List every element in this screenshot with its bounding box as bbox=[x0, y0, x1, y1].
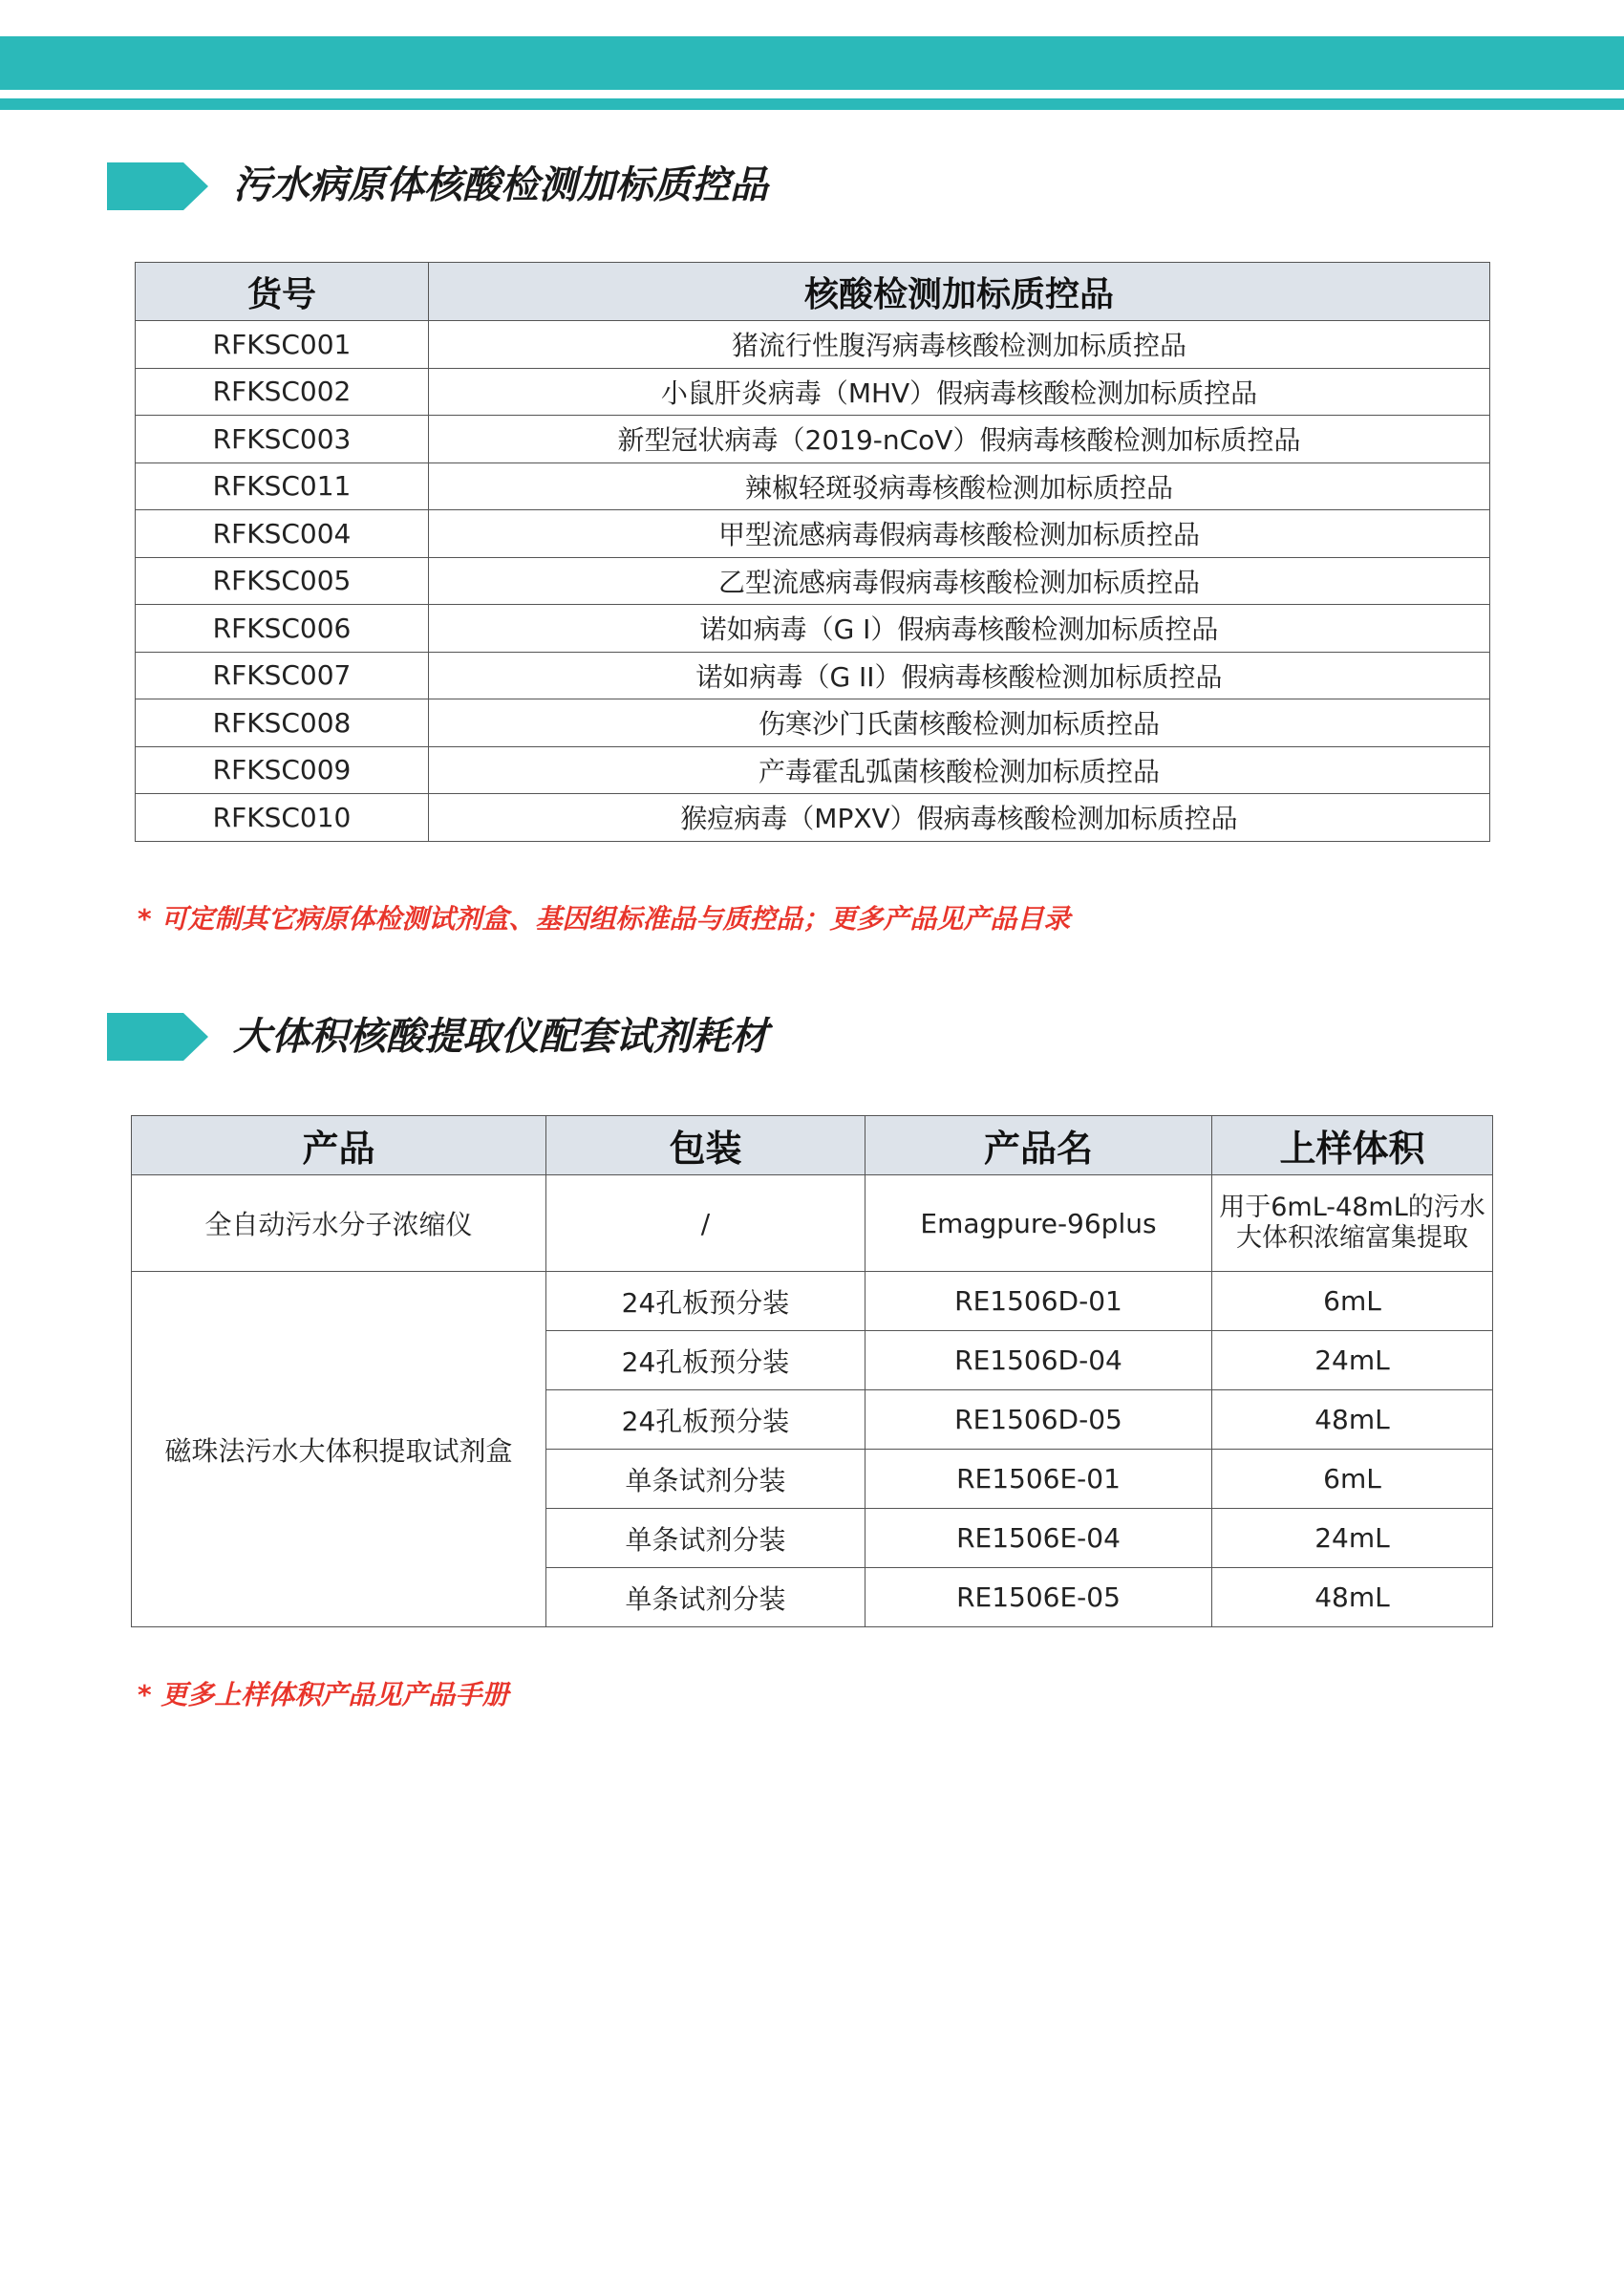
spike-control-table bbox=[135, 262, 1490, 842]
section-title: 污水病原体核酸检测加标质控品 bbox=[233, 163, 768, 207]
package-cell: 单条试剂分装 bbox=[546, 1568, 865, 1627]
table-row bbox=[136, 557, 1490, 605]
table-row bbox=[136, 652, 1490, 699]
column-header: 核酸检测加标质控品 bbox=[429, 263, 1490, 321]
table-header-row bbox=[136, 263, 1490, 321]
product-name-cell: 猪流行性腹泻病毒核酸检测加标质控品 bbox=[429, 321, 1490, 369]
volume-cell: 48mL bbox=[1212, 1568, 1493, 1627]
sku-cell: RFKSC011 bbox=[136, 462, 429, 510]
volume-line: 用于6mL-48mL的污水 bbox=[1219, 1193, 1485, 1222]
volume-cell: 48mL bbox=[1212, 1390, 1493, 1450]
volume-cell: 24mL bbox=[1212, 1509, 1493, 1568]
header-stripe bbox=[0, 98, 1624, 110]
table-row bbox=[136, 794, 1490, 842]
sku-cell: RFKSC003 bbox=[136, 416, 429, 463]
table-row bbox=[136, 368, 1490, 416]
column-header: 产品 bbox=[132, 1116, 546, 1175]
table-header-row bbox=[132, 1116, 1493, 1175]
volume-cell: 24mL bbox=[1212, 1331, 1493, 1390]
volume-line: 大体积浓缩富集提取 bbox=[1236, 1223, 1468, 1253]
table-row bbox=[136, 746, 1490, 794]
package-cell: / bbox=[546, 1175, 865, 1272]
sku-cell: RFKSC009 bbox=[136, 746, 429, 794]
arrow-marker-icon bbox=[107, 162, 208, 210]
sku-cell: RFKSC006 bbox=[136, 605, 429, 653]
column-header: 上样体积 bbox=[1212, 1116, 1493, 1175]
product-cell: 磁珠法污水大体积提取试剂盒 bbox=[132, 1272, 546, 1627]
column-header: 货号 bbox=[136, 263, 429, 321]
table-row bbox=[136, 510, 1490, 558]
product-cell: 全自动污水分子浓缩仪 bbox=[132, 1175, 546, 1272]
name-cell: RE1506D-01 bbox=[865, 1272, 1212, 1331]
name-cell: RE1506E-04 bbox=[865, 1509, 1212, 1568]
footnote: * 更多上样体积产品见产品手册 bbox=[138, 1679, 509, 1710]
table-row bbox=[136, 321, 1490, 369]
table-row bbox=[132, 1272, 1493, 1331]
product-name-cell: 甲型流感病毒假病毒核酸检测加标质控品 bbox=[429, 510, 1490, 558]
product-name-cell: 辣椒轻斑驳病毒核酸检测加标质控品 bbox=[429, 462, 1490, 510]
package-cell: 24孔板预分装 bbox=[546, 1390, 865, 1450]
package-cell: 24孔板预分装 bbox=[546, 1272, 865, 1331]
package-cell: 单条试剂分装 bbox=[546, 1450, 865, 1509]
name-cell: RE1506E-05 bbox=[865, 1568, 1212, 1627]
sku-cell: RFKSC005 bbox=[136, 557, 429, 605]
column-header: 产品名 bbox=[865, 1116, 1212, 1175]
sku-cell: RFKSC001 bbox=[136, 321, 429, 369]
header-band bbox=[0, 36, 1624, 90]
sku-cell: RFKSC002 bbox=[136, 368, 429, 416]
table-row bbox=[136, 416, 1490, 463]
name-cell: RE1506D-04 bbox=[865, 1331, 1212, 1390]
name-cell: RE1506D-05 bbox=[865, 1390, 1212, 1450]
package-cell: 24孔板预分装 bbox=[546, 1331, 865, 1390]
arrow-marker-icon bbox=[107, 1013, 208, 1061]
name-cell: RE1506E-01 bbox=[865, 1450, 1212, 1509]
product-name-cell: 诺如病毒（G I）假病毒核酸检测加标质控品 bbox=[429, 605, 1490, 653]
product-name-cell: 诺如病毒（G II）假病毒核酸检测加标质控品 bbox=[429, 652, 1490, 699]
product-name-cell: 乙型流感病毒假病毒核酸检测加标质控品 bbox=[429, 557, 1490, 605]
product-name-cell: 小鼠肝炎病毒（MHV）假病毒核酸检测加标质控品 bbox=[429, 368, 1490, 416]
sku-cell: RFKSC008 bbox=[136, 699, 429, 747]
section-title: 大体积核酸提取仪配套试剂耗材 bbox=[233, 1015, 768, 1059]
table-row bbox=[136, 699, 1490, 747]
product-name-cell: 伤寒沙门氏菌核酸检测加标质控品 bbox=[429, 699, 1490, 747]
table-row bbox=[136, 605, 1490, 653]
package-cell: 单条试剂分装 bbox=[546, 1509, 865, 1568]
table-row bbox=[136, 462, 1490, 510]
sku-cell: RFKSC007 bbox=[136, 652, 429, 699]
volume-cell bbox=[1212, 1175, 1493, 1272]
volume-cell: 6mL bbox=[1212, 1450, 1493, 1509]
sku-cell: RFKSC004 bbox=[136, 510, 429, 558]
product-name-cell: 产毒霍乱弧菌核酸检测加标质控品 bbox=[429, 746, 1490, 794]
name-cell: Emagpure-96plus bbox=[865, 1175, 1212, 1272]
product-name-cell: 猴痘病毒（MPXV）假病毒核酸检测加标质控品 bbox=[429, 794, 1490, 842]
table-row bbox=[132, 1175, 1493, 1272]
product-name-cell: 新型冠状病毒（2019-nCoV）假病毒核酸检测加标质控品 bbox=[429, 416, 1490, 463]
column-header: 包装 bbox=[546, 1116, 865, 1175]
volume-cell: 6mL bbox=[1212, 1272, 1493, 1331]
sku-cell: RFKSC010 bbox=[136, 794, 429, 842]
reagent-table bbox=[131, 1115, 1493, 1627]
footnote: * 可定制其它病原体检测试剂盒、基因组标准品与质控品；更多产品见产品目录 bbox=[138, 903, 1071, 935]
